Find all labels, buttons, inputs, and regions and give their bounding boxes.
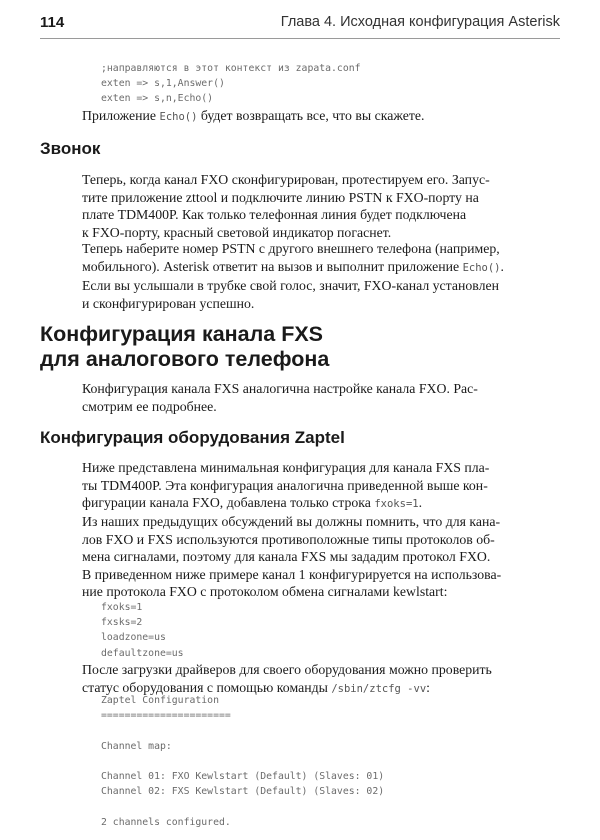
code-line: 2 channels configured.	[101, 816, 231, 828]
text-line: фигурации канала FXO, добавлена только строка fxoks=1.	[82, 495, 423, 510]
code-line: Channel map:	[101, 740, 172, 752]
inline-code: Echo()	[462, 261, 501, 274]
text-line: ние протокола FXO с протоколом обмена сигналами kewlstart:	[82, 584, 448, 599]
text-line: Если вы услышали в трубке свой голос, значит, FXO-канал установлен	[82, 278, 500, 293]
text-line: Из наших предыдущих обсуждений вы должны помнить, что для кана-	[82, 514, 501, 529]
heading-zaptel: Конфигурация оборудования Zaptel	[40, 428, 345, 447]
paragraph-zvonok-2	[82, 240, 562, 312]
text-line: статус оборудования с помощью команды /sbin/ztcfg -vv:	[82, 679, 430, 695]
code-line: ;направляются в этот контекст из zapata.conf	[101, 63, 361, 74]
code-line: exten => s,1,Answer()	[101, 78, 225, 90]
paragraph-zaptel-1	[82, 459, 562, 514]
code-line	[101, 799, 384, 814]
code-line: defaultzone=us	[101, 647, 184, 659]
inline-code: fxoks=1	[374, 498, 419, 510]
code-line: loadzone=us	[101, 632, 166, 644]
chapter-title: Глава 4. Исходная конфигурация Asterisk	[280, 14, 560, 30]
heading-zvonok: Звонок	[40, 139, 101, 158]
text-line: мобильного). Asterisk ответит на вызов и выполнит приложение Echo().	[82, 258, 504, 274]
paragraph-zaptel-2	[82, 513, 562, 601]
code-line	[101, 723, 384, 738]
text-line: лов FXO и FXS используются противоположные типы протоколов об-	[82, 531, 495, 547]
paragraph-echo: Приложение Echo() будет возвращать все, что вы скажете.	[82, 108, 425, 123]
text-line: В приведенном ниже примере канал 1 конфигурируется на использова-	[82, 566, 502, 582]
code-block-context	[101, 61, 361, 107]
code-line	[101, 754, 384, 769]
code-line: fxsks=2	[101, 617, 143, 629]
code-line: Channel 02: FXS Kewlstart (Default) (Slaves: 02)	[101, 786, 385, 798]
text-line: Теперь, когда канал FXO сконфигурирован, протестируем его. Запус-	[82, 172, 490, 187]
inline-code: Echo()	[159, 111, 198, 123]
heading-fxs-config: Конфигурация канала FXS для аналогового телефона	[40, 322, 330, 371]
text-line: плате TDM400P. Как только телефонная линия будет подключена	[82, 207, 467, 222]
paragraph-fxs	[82, 380, 562, 415]
text-line: ты TDM400P. Эта конфигурация аналогична приведенной выше кон-	[82, 477, 488, 493]
text-line: После загрузки драйверов для своего оборудования можно проверить	[82, 662, 492, 677]
text-line: смотрим ее подробнее.	[82, 398, 217, 414]
code-line: Channel 01: FXO Kewlstart (Default) (Slaves: 01)	[101, 771, 385, 783]
code-line: fxoks=1	[101, 602, 143, 613]
code-line: ======================	[101, 710, 231, 722]
code-block-ztcfg-output	[101, 693, 384, 830]
text-line: и сконфигурирован успешно.	[82, 295, 255, 311]
page-number: 114	[40, 14, 65, 31]
code-line: Zaptel Configuration	[101, 695, 219, 706]
code-line: exten => s,n,Echo()	[101, 93, 214, 105]
text-line: тите приложение zttool и подключите линию PSTN к FXO-порту на	[82, 189, 479, 205]
text-line: мена сигналами, поэтому для канала FXS мы зададим протокол FXO.	[82, 549, 491, 564]
text-line: Ниже представлена минимальная конфигурация для канала FXS пла-	[82, 460, 490, 475]
text-line: Конфигурация канала FXS аналогична настройке канала FXO. Рас-	[82, 381, 478, 396]
inline-code: /sbin/ztcfg -vv	[331, 682, 427, 695]
text-line: к FXO-порту, красный световой индикатор погаснет.	[82, 224, 392, 240]
text-line: Теперь наберите номер PSTN с другого внешнего телефона (например,	[82, 241, 500, 256]
header-rule	[40, 38, 560, 39]
paragraph-zvonok-1	[82, 171, 562, 241]
code-block-zaptel-conf	[101, 600, 184, 661]
